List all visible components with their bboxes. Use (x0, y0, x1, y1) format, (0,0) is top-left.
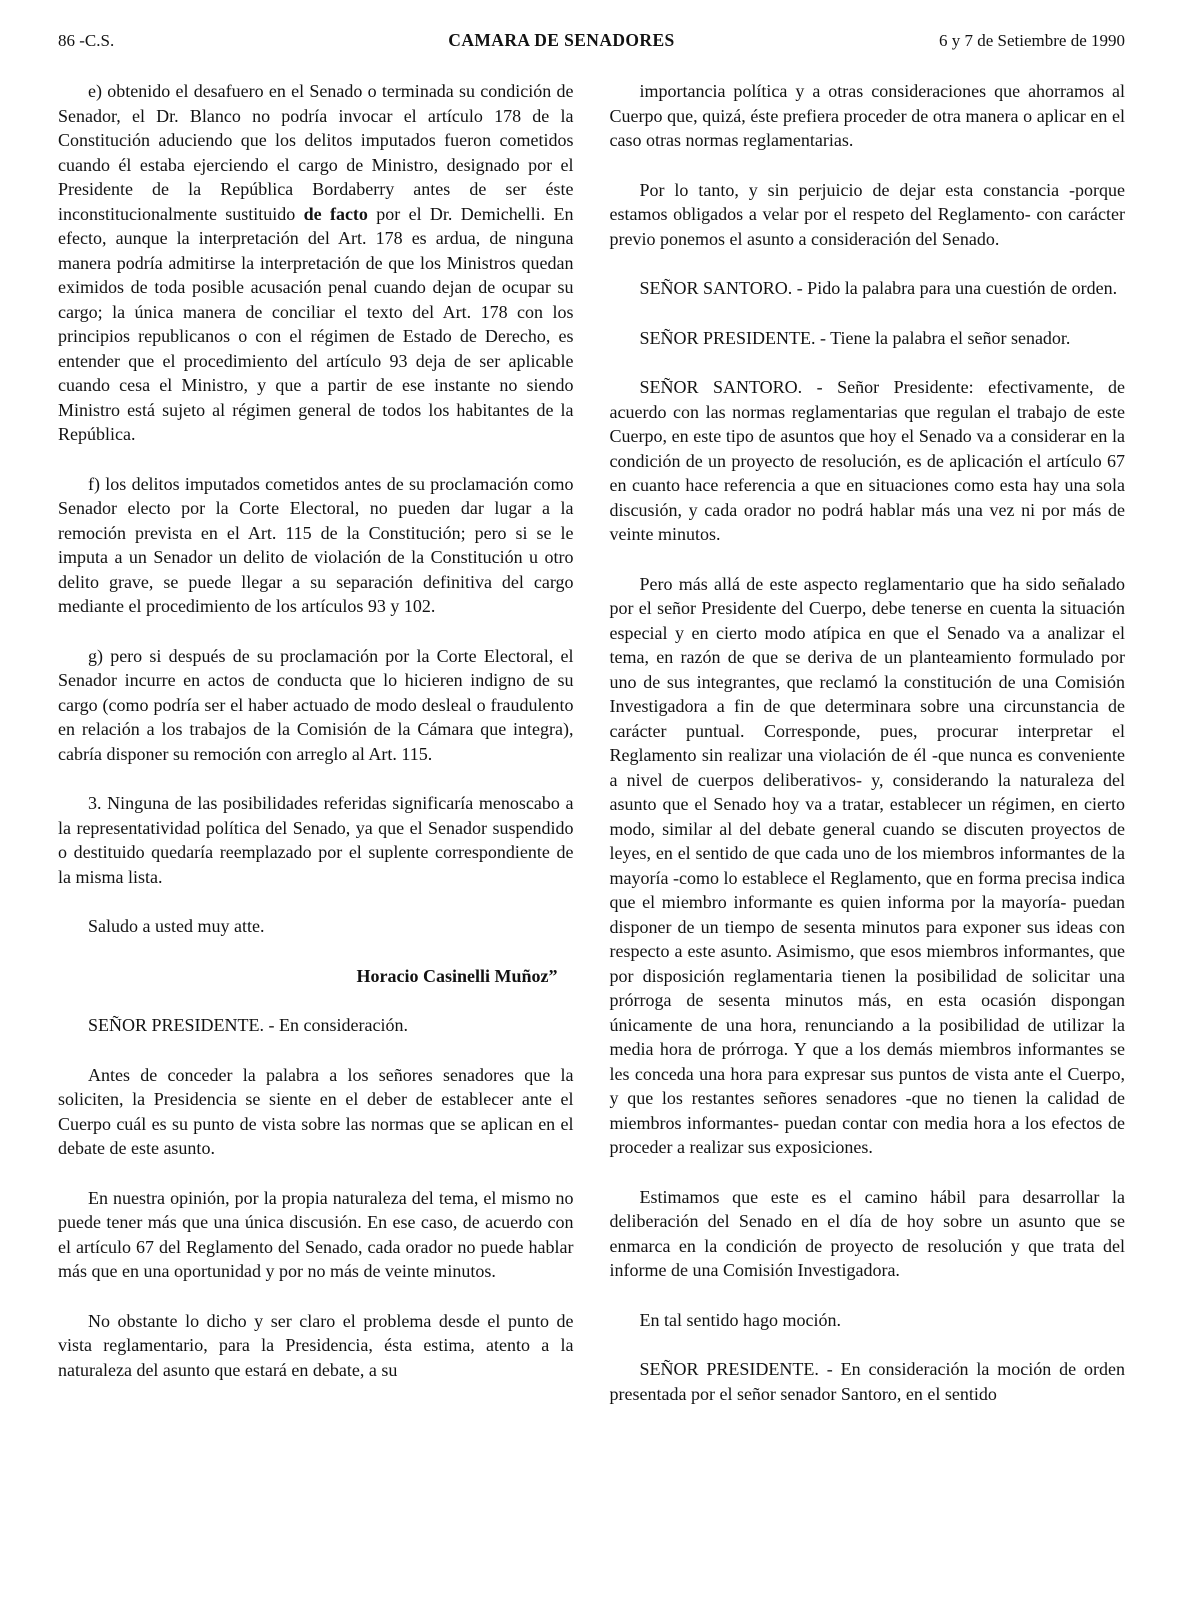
speech-santoro (610, 375, 1126, 547)
text-run: Antes de conceder la palabra a los señores senadores que la soliciten, la Presidencia se siente en el deber de establecer ante el Cuerpo cuál es su punto de vista sobre las normas que se aplican en el debate de este asunto. (58, 1064, 574, 1158)
speech-presidente (610, 1357, 1126, 1406)
text-run: de facto (303, 203, 368, 224)
paragraph (610, 1308, 1126, 1333)
text-run: SEÑOR PRESIDENTE. - En consideración la moción de orden presentada por el señor senador Santoro, en el sentido (609, 1359, 1125, 1404)
text-run: SEÑOR PRESIDENTE. - En consideración. (88, 1015, 408, 1035)
paragraph-item-g (58, 644, 574, 767)
speech-santoro (610, 276, 1126, 301)
paragraph (58, 1309, 574, 1383)
paragraph (610, 178, 1126, 252)
text-run: e) obtenido el desafuero en el Senado o terminada su condición de Senador, el Dr. Blanco no podría invocar el artículo 178 de la Constitución aduciendo que los delitos imputados fueron cometidos cuando él estaba ejerciendo el cargo de Ministro, designado por el Presidente de la República Bordaberry antes de ser éste inconstitucionalmente sustituido (58, 81, 574, 224)
speech-presidente (58, 1013, 574, 1038)
text-run: por el Dr. Demichelli. En efecto, aunque la interpretación del Art. 178 es ardua, de ninguna manera podría admitirse la interpretación de que los Ministros quedan eximidos de toda posible acusación penal cuando dejan de ocupar su cargo; la única manera de conciliar el texto del Art. 178 con los principios republicanos o con el régimen de Estado de Derecho, es entender que el procedimiento del artículo 93 deja de ser aplicable cuando cesa el Ministro, y que a partir de ese instante no siendo Ministro está sujeto al régimen general de todos los habitantes de la República. (58, 203, 574, 444)
paragraph (610, 79, 1126, 153)
text-run: importancia política y a otras consideraciones que ahorramos al Cuerpo que, quizá, éste prefiera proceder de otra manera o aplicar en el caso otras normas reglamentarias. (609, 81, 1125, 150)
text-run: f) los delitos imputados cometidos antes de su proclamación como Senador electo por la Corte Electoral, no pueden dar lugar a la remoción prevista en el Art. 115 de la Constitución; pero si se le imputa a un Senador un delito de violación de la Constitución u otro delito grave, se puede llegar a su separación definitiva del cargo mediante el procedimiento de los artículos 93 y 102. (58, 473, 574, 616)
text-run: SEÑOR PRESIDENTE. - Tiene la palabra el señor senador. (639, 327, 1071, 348)
paragraph (610, 1185, 1126, 1283)
text-run: Por lo tanto, y sin perjuicio de dejar esta constancia -porque estamos obligados a velar por el respeto del Reglamento- con carácter previo ponemos el asunto a consideración del Senado. (609, 179, 1125, 249)
two-column-text (58, 79, 1125, 1431)
page-header (58, 30, 1125, 51)
text-run: Saludo a usted muy atte. (88, 916, 265, 936)
paragraph (58, 1063, 574, 1161)
text-run: Horacio Casinelli Muñoz” (356, 965, 558, 986)
column-right (610, 79, 1126, 1431)
text-run: En nuestra opinión, por la propia naturaleza del tema, el mismo no puede tener más que una única discusión. En ese caso, de acuerdo con el artículo 67 del Reglamento del Senado, cada orador no puede hablar más que en una oportunidad y por no más de veinte minutos. (58, 1187, 574, 1281)
paragraph (610, 572, 1126, 1160)
signature (58, 964, 574, 989)
paragraph-item-f (58, 472, 574, 619)
text-run: SEÑOR SANTORO. - Señor Presidente: efectivamente, de acuerdo con las normas reglamentarias que regulan el trabajo de este Cuerpo, en este tipo de asuntos que hoy el Senado va a considerar en la condición de un proyecto de resolución, es de aplicación el artículo 67 en cuanto hace referencia a que en situaciones como esta hay una sola discusión, y cada orador no podrá hablar más una vez ni por más de veinte minutos. (609, 377, 1125, 544)
page-number-label: 86 -C.S. (58, 31, 115, 50)
text-run: 3. Ninguna de las posibilidades referidas significaría menoscabo a la representatividad política del Senado, ya que el Senador suspendido o destituido quedaría reemplazado por el suplente correspondiente de la misma lista. (58, 793, 574, 887)
text-run: g) pero si después de su proclamación por la Corte Electoral, el Senador incurre en actos de conducta que lo hicieren indigno de su cargo (como podría ser el haber actuado de modo desleal o fraudulento en relación a los trabajos de la Comisión de la Cámara que integra), cabría disponer su remoción con arreglo al Art. 115. (58, 645, 574, 764)
paragraph-item-3 (58, 791, 574, 889)
salutation (58, 914, 574, 939)
text-run: SEÑOR SANTORO. - Pido la palabra para una cuestión de orden. (639, 278, 1118, 298)
text-run: En tal sentido hago moción. (639, 1309, 841, 1330)
paragraph (58, 1186, 574, 1284)
column-left (58, 79, 574, 1431)
page-title: CAMARA DE SENADORES (448, 30, 675, 50)
text-run: No obstante lo dicho y ser claro el problema desde el punto de vista reglamentario, para la Presidencia, ésta estima, atento a la naturaleza del asunto que estará en debate, a su (58, 1310, 574, 1380)
speech-presidente (610, 326, 1126, 351)
session-date: 6 y 7 de Setiembre de 1990 (938, 31, 1125, 50)
text-run: Pero más allá de este aspecto reglamentario que ha sido señalado por el señor Presidente del Cuerpo, debe tenerse en cuenta la situación especial y en cierto modo atípica en que el Senado va a analizar el tema, en razón de que se deriva de un planteamiento formulado por uno de sus integrantes, que reclamó la constitución de una Comisión Investigadora a fin de que determinara sobre una circunstancia de carácter puntual. Corresponde, pues, procurar interpretar el Reglamento sin realizar una violación de él -que nunca es conveniente a nivel de cuerpos deliberativos- y, considerando la naturaleza del asunto que el Senado hoy va a tratar, establecer un régimen, en cierto modo, similar al del debate general cuando se discuten proyectos de leyes, en el sentido de que cada uno de los miembros informantes de la mayoría -como lo establece el Reglamento, que en forma precisa indica que el miembro informante es quien informa por la mayoría- puedan disponer de un tiempo de sesenta minutos para exponer sus ideas con respecto a este asunto. Asimismo, que esos miembros informantes, que por disposición reglamentaria tienen la posibilidad de solicitar una prórroga de sesenta minutos más, en esta ocasión dispongan únicamente de una hora, renunciando a la posibilidad de utilizar la media hora de prórroga. Y que a los demás miembros informantes se les conceda una hora para expresar sus puntos de vista ante el Cuerpo, y que los restantes señores senadores -que no tienen la calidad de miembros informantes- puedan contar con media hora a los efectos de proceder a realizar sus exposiciones. (609, 573, 1125, 1157)
paragraph-item-e (58, 79, 574, 447)
text-run: Estimamos que este es el camino hábil para desarrollar la deliberación del Senado en el día de hoy sobre un asunto que se enmarca en la condición de proyecto de resolución y que trata del informe de una Comisión Investigadora. (609, 1186, 1125, 1280)
